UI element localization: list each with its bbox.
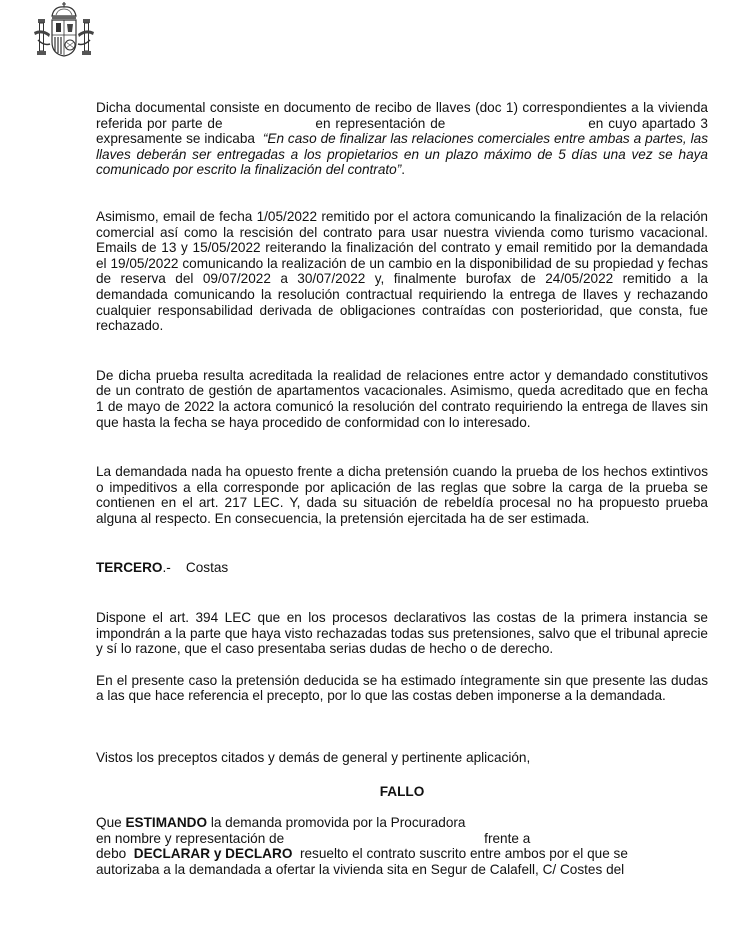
paragraph-proof: De dicha prueba resulta acreditada la realidad de relaciones entre actor y demandado constitutivos de un contrato de gestión de apartamentos vacacionales. Asimismo, queda acreditado que en fecha 1 de mayo de 2022 la actora comunicó la resolución del contrato requiriendo la entrega de llaves sin que hasta la fecha se haya procedido de conformidad con lo interesado. <box>96 367 708 430</box>
paragraph-text: en representación de <box>315 115 446 131</box>
section-heading-tercero <box>96 560 708 576</box>
section-title: Costas <box>185 560 229 576</box>
fallo-body <box>96 815 708 877</box>
fallo-line <box>96 815 708 831</box>
fallo-text: Que <box>96 815 126 831</box>
fallo-bold: ESTIMANDO <box>125 815 208 831</box>
fallo-line <box>96 846 708 862</box>
fallo-text: en nombre y representación de <box>96 830 285 846</box>
document-page <box>96 100 708 878</box>
fallo-bold: DECLARAR y DECLARO <box>133 846 293 862</box>
paragraph-keys-receipt <box>96 100 708 178</box>
paragraph-defendant: La demandada nada ha opuesto frente a dicha pretensión cuando la prueba de los hechos extintivos o impeditivos a ella corresponde por aplicación de las reglas que sobre la carga de la prueba se contienen en el art. 217 LEC. Y, dada su situación de rebeldía procesal no ha propuesto prueba alguna al respecto. En consecuencia, la pretensión ejercitada ha de ser estimada. <box>96 464 708 526</box>
paragraph-emails: Asimismo, email de fecha 1/05/2022 remitido por el actora comunicando la finalización de la relación comercial así como la rescisión del contrato para usar nuestra vivienda como turismo vacacional. Emails de 13 y 15/05/2022 reiterando la finalización del contrato y email remitido por la demandada el 19/05/2022 comunicando la realización de un cambio en la disponibilidad de su propiedad y fechas de reserva del 09/07/2022 a 30/07/2022 y, finalmente burofax de 24/05/2022 remitido a la demandada comunicando la resolución contractual requiriendo la entrega de llaves y rechazando cualquier responsabilidad derivada de obligaciones contraídas con posterioridad, que consta, fue rechazado. <box>96 208 708 334</box>
fallo-heading: FALLO <box>379 783 425 799</box>
fallo-text: frente a <box>484 830 531 846</box>
contract-quote: “En caso de finalizar las relaciones comerciales entre ambas a partes, las llaves deberán ser entregadas a los propietarios en un plazo máximo de 5 días una vez se haya comunicado por escrito la finalización del contrato” <box>96 131 708 178</box>
paragraph-costs-case: En el presente caso la pretensión deducida se ha estimado íntegramente sin que presente las dudas a las que hace referencia el precepto, por lo que las costas deben imponerse a la demandada. <box>96 672 708 704</box>
paragraph-text: . <box>401 162 406 178</box>
spain-coat-of-arms-icon <box>32 2 96 60</box>
fallo-line: autorizaba a la demandada a ofertar la vivienda sita en Segur de Calafell, C/ Costes del <box>96 862 625 877</box>
section-label: TERCERO <box>96 560 163 576</box>
paragraph-text: Dicha documental consiste en documento de recibo de llaves (doc 1) correspondientes a la vivienda referida por parte de <box>96 100 708 131</box>
fallo-text: la demanda promovida por la Procuradora <box>207 815 466 831</box>
fallo-text: resuelto el contrato suscrito entre ambos por el que se <box>292 846 628 862</box>
paragraph-text: en cuyo apartado 3 expresamente se indicaba <box>96 115 708 147</box>
paragraph-costs-rule: Dispone el art. 394 LEC que en los procesos declarativos las costas de la primera instancia se impondrán a la parte que haya visto rechazadas todas sus pretensiones, salvo que el tribunal aprecie y sí lo razone, que el caso presentaba serias dudas de hecho o de derecho. <box>96 610 708 657</box>
paragraph-vistos: Vistos los preceptos citados y demás de general y pertinente aplicación, <box>96 750 531 766</box>
section-separator: .- <box>162 560 171 576</box>
fallo-text: debo <box>96 846 134 862</box>
fallo-line <box>96 831 708 847</box>
